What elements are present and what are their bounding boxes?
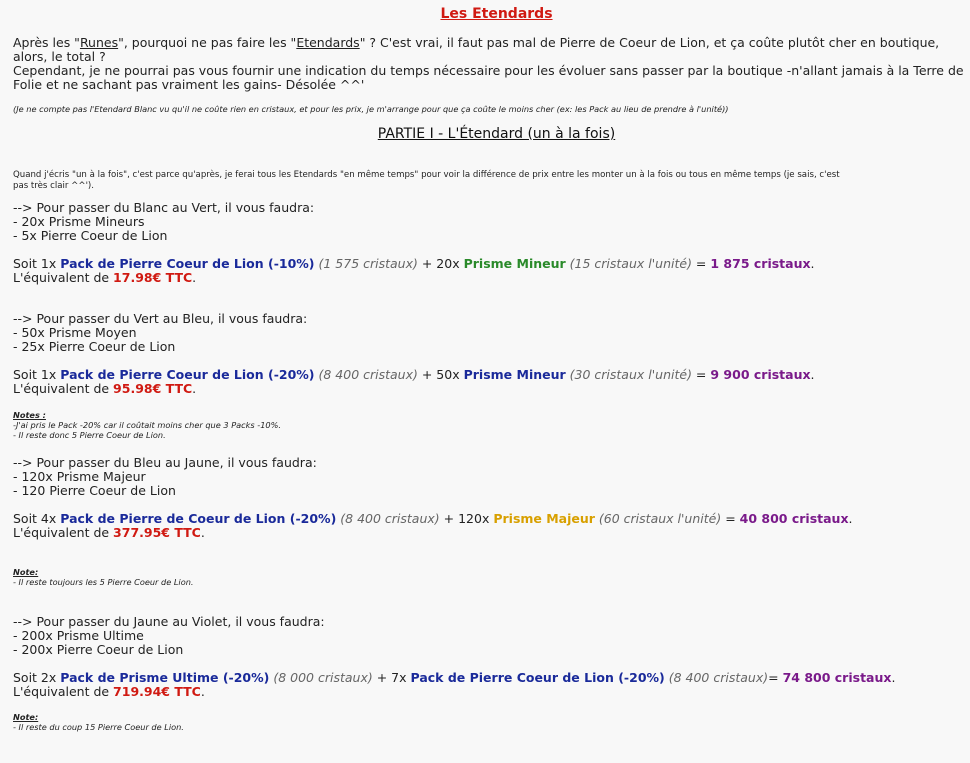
part-1-explanation: Quand j'écris "un à la fois", c'est parce qu'après, je ferai tous les Etendards "en même temps" pour voir la différence de prix entre les monter un à la fois ou tous en même temps (je sais, c'est pas très clair ^^').	[13, 170, 840, 191]
cost-line: Soit 1x Pack de Pierre Coeur de Lion (-20%) (8 400 cristaux) + 50x Prisme Mineur (30 cristaux l'unité) = 9 900 cristaux.	[13, 367, 815, 382]
total-cristaux: 40 800 cristaux	[739, 511, 849, 526]
pack-name: Pack de Prisme Ultime (-20%)	[60, 670, 270, 685]
requirement-item: - 200x Pierre Coeur de Lion	[13, 642, 184, 657]
notes-label: Notes :	[13, 410, 46, 420]
euro-line: L'équivalent de 719.94€ TTC.	[13, 684, 205, 699]
cost-line: Soit 2x Pack de Prisme Ultime (-20%) (8 000 cristaux) + 7x Pack de Pierre Coeur de Lion (-20%) (8 400 cristaux)= 74 800 cristaux.	[13, 670, 896, 685]
notes-block	[13, 567, 970, 587]
intro-line-3: Cependant, je ne pourrai pas vous fournir une indication du temps nécessaire pour les évoluer sans passer par la boutique -n'allant jamais à la Terre de	[13, 63, 964, 78]
requirement-item: - 120x Prisme Majeur	[13, 469, 146, 484]
requirement-line: --> Pour passer du Blanc au Vert, il vous faudra:	[13, 200, 315, 215]
item-name: Pack de Pierre Coeur de Lion (-20%)	[410, 670, 665, 685]
section-vert-bleu	[13, 312, 970, 440]
requirement-item: - 20x Prisme Mineurs	[13, 214, 145, 229]
notes-block	[13, 410, 970, 440]
requirement-item: - 120 Pierre Coeur de Lion	[13, 483, 176, 498]
note-item: -J'ai pris le Pack -20% car il coûtait moins cher que 3 Packs -10%.	[13, 420, 282, 430]
pack-name: Pack de Pierre Coeur de Lion (-10%)	[60, 256, 315, 271]
total-cristaux: 9 900 cristaux	[710, 367, 811, 382]
requirement-item: - 50x Prisme Moyen	[13, 325, 137, 340]
requirement-item: - 200x Prisme Ultime	[13, 628, 144, 643]
section-jaune-violet	[13, 615, 970, 732]
runes-link[interactable]: Runes	[79, 35, 119, 50]
euro-price: 719.94€ TTC	[113, 684, 201, 699]
euro-line: L'équivalent de 95.98€ TTC.	[13, 381, 197, 396]
cost-line: Soit 1x Pack de Pierre Coeur de Lion (-10%) (1 575 cristaux) + 20x Prisme Mineur (15 cristaux l'unité) = 1 875 cristaux.	[13, 256, 815, 271]
item-name: Prisme Mineur	[463, 367, 566, 382]
euro-price: 95.98€ TTC	[113, 381, 193, 396]
notes-label: Note:	[13, 567, 39, 577]
etendards-link[interactable]: Etendards	[296, 35, 360, 50]
intro-paragraph	[13, 36, 970, 92]
requirement-line: --> Pour passer du Bleu au Jaune, il vous faudra:	[13, 455, 317, 470]
part-1-heading: PARTIE I - L'Étendard (un à la fois)	[377, 126, 616, 142]
requirement-item: - 5x Pierre Coeur de Lion	[13, 228, 168, 243]
requirement-item: - 25x Pierre Coeur de Lion	[13, 339, 176, 354]
euro-line: L'équivalent de 17.98€ TTC.	[13, 270, 197, 285]
euro-price: 17.98€ TTC	[113, 270, 193, 285]
notes-label: Note:	[13, 712, 39, 722]
intro-small-note: (Je ne compte pas l'Etendard Blanc vu qu'il ne coûte rien en cristaux, et pour les prix, je m'arrange pour que ça coûte le moins cher (ex: les Pack au lieu de prendre à l'unité))	[13, 104, 729, 114]
euro-price: 377.95€ TTC	[113, 525, 201, 540]
requirement-line: --> Pour passer du Jaune au Violet, il vous faudra:	[13, 614, 325, 629]
item-name: Prisme Majeur	[493, 511, 595, 526]
section-blanc-vert	[13, 201, 970, 285]
pack-name: Pack de Pierre de Coeur de Lion (-20%)	[60, 511, 337, 526]
note-item: - Il reste donc 5 Pierre Coeur de Lion.	[13, 430, 166, 440]
requirement-line: --> Pour passer du Vert au Bleu, il vous faudra:	[13, 311, 308, 326]
total-cristaux: 74 800 cristaux	[782, 670, 892, 685]
item-name: Prisme Mineur	[463, 256, 566, 271]
section-bleu-jaune	[13, 456, 970, 587]
post-title: Les Etendards	[440, 6, 553, 22]
intro-line-1: Après les "Runes", pourquoi ne pas faire les "Etendards" ? C'est vrai, il faut pas mal de Pierre de Coeur de Lion, et ça coûte plutôt cher en boutique,	[13, 35, 940, 50]
euro-line: L'équivalent de 377.95€ TTC.	[13, 525, 205, 540]
notes-block	[13, 712, 970, 732]
intro-line-2: alors, le total ?	[13, 49, 106, 64]
intro-line-4: Folie et ne sachant pas vraiment les gains- Désolée ^^'	[13, 77, 365, 92]
pack-name: Pack de Pierre Coeur de Lion (-20%)	[60, 367, 315, 382]
note-item: - Il reste toujours les 5 Pierre Coeur de Lion.	[13, 577, 194, 587]
cost-line: Soit 4x Pack de Pierre de Coeur de Lion (-20%) (8 400 cristaux) + 120x Prisme Majeur (60 cristaux l'unité) = 40 800 cristaux.	[13, 511, 853, 526]
forum-post	[13, 0, 970, 732]
note-item: - Il reste du coup 15 Pierre Coeur de Lion.	[13, 722, 184, 732]
total-cristaux: 1 875 cristaux	[710, 256, 811, 271]
